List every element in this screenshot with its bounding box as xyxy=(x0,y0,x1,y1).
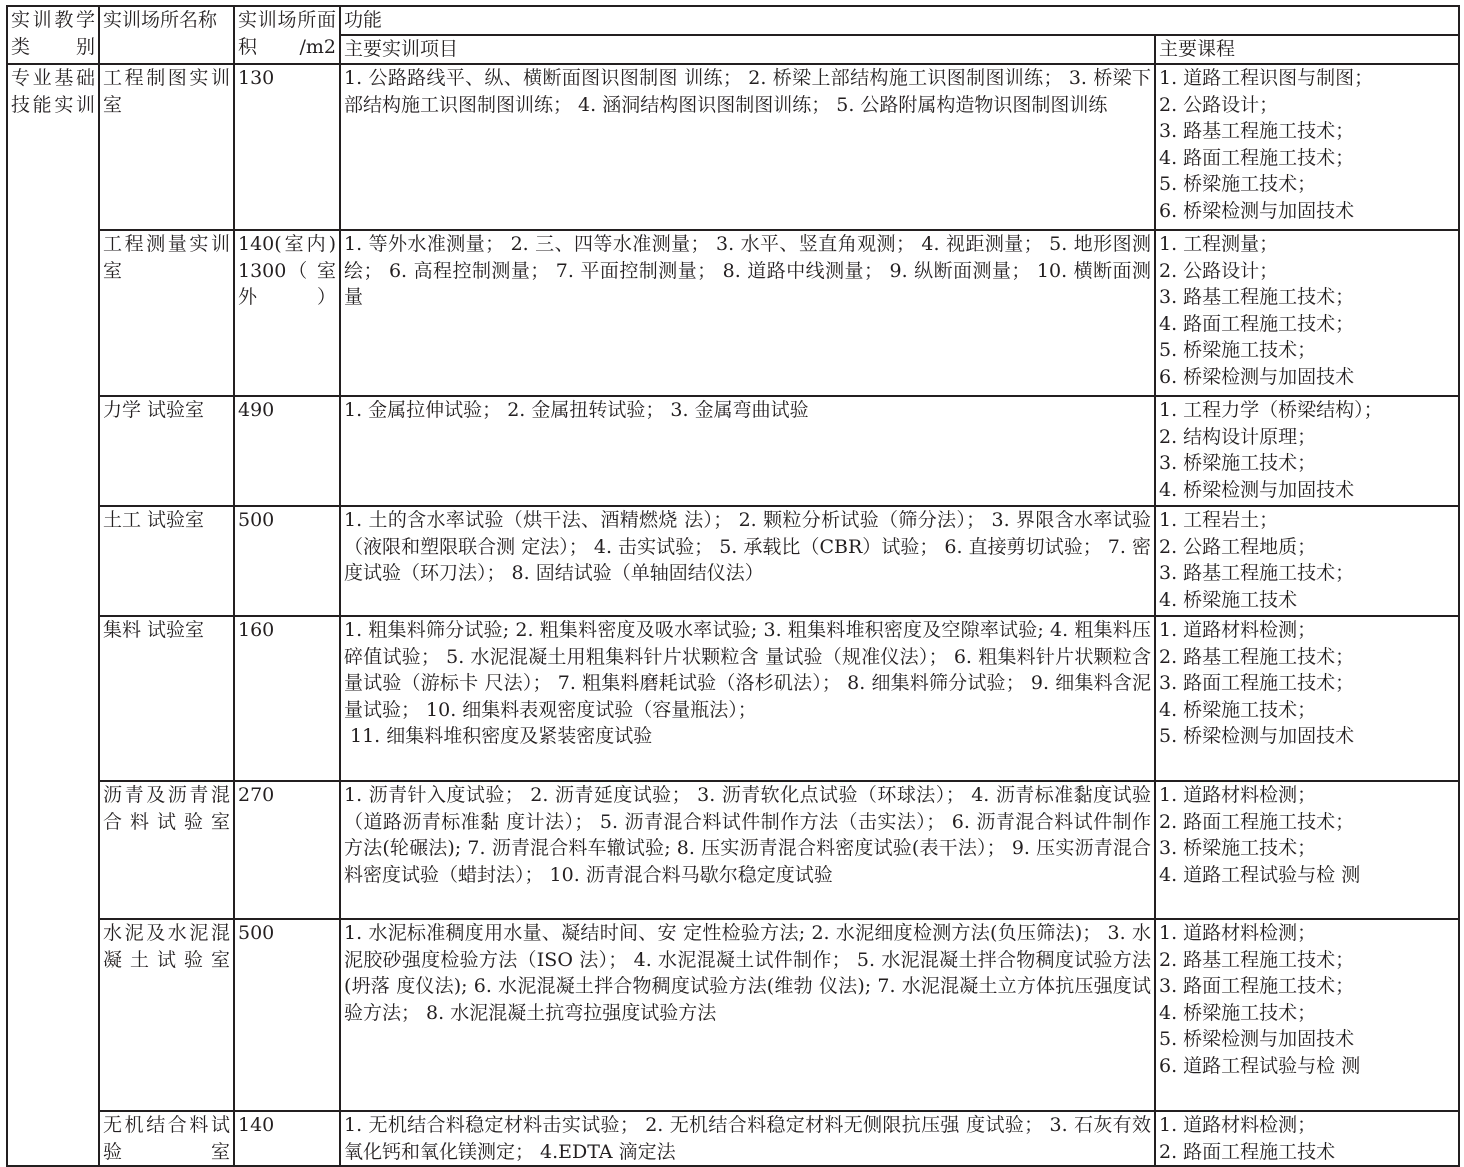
course-item: 1. 道路材料检测； xyxy=(1159,619,1317,641)
place-name-cell: 沥青及沥青混合料试验室 xyxy=(99,781,234,919)
header-category: 实训教学类别 xyxy=(7,6,99,64)
place-name-cell: 土工 试验室 xyxy=(99,506,234,616)
course-item: 3. 路基工程施工技术； xyxy=(1159,120,1355,142)
projects-cell: 1. 公路路线平、纵、横断面图识图制图 训练； 2. 桥梁上部结构施工识图制图训练； 3. 桥梁下部结构施工识图制图训练； 4. 涵洞结构图识图制图训练； 5. 公路附属构造物识图制图训练 xyxy=(340,64,1155,230)
projects-cell xyxy=(340,616,1155,781)
course-item: 5. 桥梁检测与加固技术 xyxy=(1159,725,1355,747)
place-name-cell: 集料 试验室 xyxy=(99,616,234,781)
place-name-cell: 工程测量实训室 xyxy=(99,230,234,396)
course-item: 1. 工程测量； xyxy=(1159,233,1279,255)
course-item: 3. 路面工程施工技术； xyxy=(1159,975,1355,997)
header-area: 实训场所面积/m2 xyxy=(234,6,340,64)
courses-cell xyxy=(1155,919,1459,1111)
course-item: 2. 路面工程施工技术； xyxy=(1159,810,1355,833)
course-item: 6. 道路工程试验与检 测 xyxy=(1159,1054,1361,1077)
header-projects: 主要实训项目 xyxy=(340,35,1155,64)
course-item: 3. 桥梁施工技术； xyxy=(1159,452,1317,474)
course-item: 2. 路基工程施工技术； xyxy=(1159,645,1355,668)
place-name-cell: 力学 试验室 xyxy=(99,396,234,506)
course-item: 1. 工程力学（桥梁结构）； xyxy=(1159,399,1383,421)
course-item: 5. 桥梁检测与加固技术 xyxy=(1159,1028,1355,1050)
area-cell: 160 xyxy=(234,616,340,781)
projects-cell: 1. 等外水准测量； 2. 三、四等水准测量； 3. 水平、竖直角观测； 4. 视距测量； 5. 地形图测绘； 6. 高程控制测量； 7. 平面控制测量； 8. 道路中线测量； 9. 纵断面测量； 10. 横断面测量 xyxy=(340,230,1155,396)
course-item: 3. 路基工程施工技术； xyxy=(1159,562,1355,584)
course-item: 4. 桥梁检测与加固技术 xyxy=(1159,478,1355,501)
courses-cell xyxy=(1155,396,1459,506)
course-item: 5. 桥梁施工技术； xyxy=(1159,173,1317,195)
courses-cell xyxy=(1155,616,1459,781)
courses-cell xyxy=(1155,781,1459,919)
course-item: 1. 道路材料检测； xyxy=(1159,922,1317,944)
area-cell: 490 xyxy=(234,396,340,506)
course-item: 4. 路面工程施工技术； xyxy=(1159,146,1355,169)
courses-cell xyxy=(1155,230,1459,396)
document-page xyxy=(6,5,1458,1167)
course-item: 4. 路面工程施工技术； xyxy=(1159,312,1355,335)
place-name-cell: 工程制图实训室 xyxy=(99,64,234,230)
course-item: 6. 桥梁检测与加固技术 xyxy=(1159,199,1355,222)
course-item: 2. 公路工程地质； xyxy=(1159,535,1317,558)
projects-text-extra: 11. 细集料堆积密度及紧装密度试验 xyxy=(350,725,653,747)
projects-cell: 1. 无机结合料稳定材料击实试验； 2. 无机结合料稳定材料无侧限抗压强 度试验； 3. 石灰有效氧化钙和氧化镁测定； 4.EDTA 滴定法 xyxy=(340,1111,1155,1166)
courses-cell xyxy=(1155,506,1459,616)
course-item: 2. 路基工程施工技术； xyxy=(1159,948,1355,971)
projects-cell: 1. 土的含水率试验（烘干法、酒精燃烧 法）； 2. 颗粒分析试验（筛分法）； 3. 界限含水率试验（液限和塑限联合测 定法）； 4. 击实试验； 5. 承载比（CBR）试验； 6. 直接剪切试验； 7. 密度试验（环刀法）； 8. 固结试验（单轴固结仪法） xyxy=(340,506,1155,616)
header-function: 功能 xyxy=(340,6,1459,35)
course-item: 4. 桥梁施工技术； xyxy=(1159,698,1317,721)
course-item: 3. 桥梁施工技术； xyxy=(1159,837,1317,859)
course-item: 1. 工程岩土； xyxy=(1159,509,1279,531)
place-name-cell: 水泥及水泥混凝土试验室 xyxy=(99,919,234,1111)
course-item: 6. 桥梁检测与加固技术 xyxy=(1159,365,1355,388)
place-name-cell: 无机结合料试验室 xyxy=(99,1111,234,1166)
course-item: 3. 路面工程施工技术； xyxy=(1159,672,1355,694)
header-courses: 主要课程 xyxy=(1155,35,1459,64)
course-item: 1. 道路工程识图与制图； xyxy=(1159,67,1374,89)
course-item: 2. 结构设计原理； xyxy=(1159,425,1317,448)
course-item: 3. 路基工程施工技术； xyxy=(1159,286,1355,308)
courses-cell xyxy=(1155,64,1459,230)
course-item: 5. 桥梁施工技术； xyxy=(1159,339,1317,361)
projects-cell: 1. 沥青针入度试验； 2. 沥青延度试验； 3. 沥青软化点试验（环球法）； 4. 沥青标准黏度试验（道路沥青标准黏 度计法）； 5. 沥青混合料试件制作方法（击实法）； 6. 沥青混合料试件制作方法(轮碾法); 7. 沥青混合料车辙试验; 8. 压实沥青混合料密度试验(表干法）； 9. 压实沥青混合料密度试验（蜡封法）； 10. 沥青混合料马歇尔稳定度试验 xyxy=(340,781,1155,919)
area-cell: 140(室内) 1300（ 室外） xyxy=(234,230,340,396)
projects-cell: 1. 金属拉伸试验； 2. 金属扭转试验； 3. 金属弯曲试验 xyxy=(340,396,1155,506)
category-cell: 专业基础技能实训 xyxy=(7,64,99,1166)
training-facilities-table xyxy=(6,5,1460,1167)
area-cell: 140 xyxy=(234,1111,340,1166)
area-cell: 500 xyxy=(234,506,340,616)
course-item: 2. 路面工程施工技术 xyxy=(1159,1140,1336,1163)
course-item: 4. 桥梁施工技术 xyxy=(1159,588,1298,611)
course-item: 4. 道路工程试验与检 测 xyxy=(1159,863,1361,886)
projects-cell: 1. 水泥标准稠度用水量、凝结时间、安 定性检验方法; 2. 水泥细度检测方法(负压筛法)； 3. 水泥胶砂强度检验方法（ISO 法）； 4. 水泥混凝土试件制作； 5. 水泥混凝土拌合物稠度试验方法(坍落 度仪法); 6. 水泥混凝土拌合物稠度试验方法(维勃 仪法); 7. 水泥混凝土立方体抗压强度试验方法； 8. 水泥混凝土抗弯拉强度试验方法 xyxy=(340,919,1155,1111)
area-cell: 130 xyxy=(234,64,340,230)
course-item: 2. 公路设计； xyxy=(1159,93,1279,116)
course-item: 4. 桥梁施工技术； xyxy=(1159,1001,1317,1024)
area-cell: 270 xyxy=(234,781,340,919)
courses-cell xyxy=(1155,1111,1459,1166)
course-item: 1. 道路材料检测； xyxy=(1159,1114,1317,1136)
course-item: 2. 公路设计； xyxy=(1159,259,1279,282)
course-item: 1. 道路材料检测； xyxy=(1159,784,1317,806)
area-cell: 500 xyxy=(234,919,340,1111)
header-place-name: 实训场所名称 xyxy=(99,6,234,64)
projects-text: 1. 粗集料筛分试验; 2. 粗集料密度及吸水率试验; 3. 粗集料堆积密度及空隙率试验; 4. 粗集料压碎值试验； 5. 水泥混凝土用粗集料针片状颗粒含 量试验（规准仪法）； 6. 粗集料针片状颗粒含量试验（游标卡 尺法）； 7. 粗集料磨耗试验（洛杉矶法）； 8. 细集料筛分试验； 9. 细集料含泥量试验； 10. 细集料表观密度试验（容量瓶法）； xyxy=(344,619,1151,721)
